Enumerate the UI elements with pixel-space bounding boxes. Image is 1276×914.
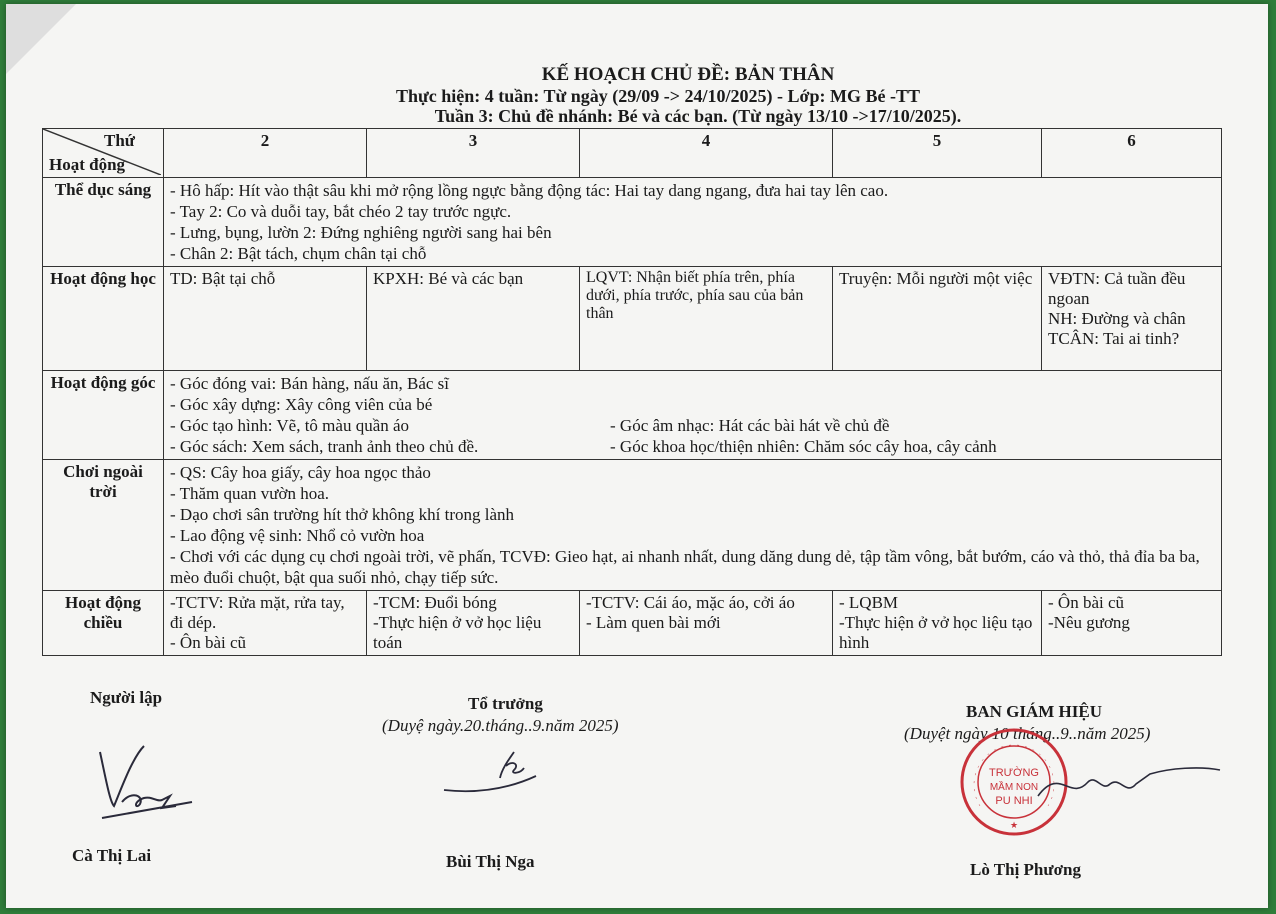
- row-label: Hoạt động góc: [43, 371, 164, 460]
- row-label: Hoạt động học: [43, 267, 164, 371]
- row-ngoai-troi: [43, 460, 1222, 591]
- exercise-line: - Lưng, bụng, lườn 2: Đứng nghiêng người sang hai bên: [170, 223, 552, 242]
- stamp-line: MẦM NON: [989, 782, 1039, 793]
- leader-date: (Duyệ ngày.20.tháng..9.năm 2025): [382, 716, 619, 735]
- day-header: 3: [367, 129, 580, 178]
- outdoor-line: - Dạo chơi sân trường hít thở không khí trong lành: [170, 505, 515, 524]
- row-label: Hoạt động chiều: [43, 591, 164, 656]
- day-header: 4: [580, 129, 833, 178]
- corner-activity: - Góc sách: Xem sách, tranh ảnh theo chủ đề.: [170, 437, 479, 456]
- lesson-cell: Truyện: Mỗi người một việc: [833, 267, 1042, 371]
- lesson-cell: VĐTN: Cả tuần đều ngoan NH: Đường và chân TCÂN: Tai ai tinh?: [1042, 267, 1222, 371]
- corner-activity: - Góc tạo hình: Vẽ, tô màu quần áo: [170, 416, 410, 435]
- corner-activity: - Góc khoa học/thiện nhiên: Chăm sóc cây hoa, cây cảnh: [610, 437, 997, 456]
- lesson-cell: LQVT: Nhận biết phía trên, phía dưới, phía trước, phía sau của bản thân: [580, 267, 833, 371]
- outdoor-line: - QS: Cây hoa giấy, cây hoa ngọc thảo: [170, 463, 431, 482]
- row-label: Thể dục sáng: [43, 178, 164, 267]
- row-label: Chơi ngoài trời: [43, 460, 164, 591]
- document-title: KẾ HOẠCH CHỦ ĐỀ: BẢN THÂN: [541, 64, 835, 85]
- afternoon-cell: -TCM: Đuổi bóng -Thực hiện ở vở học liệu toán: [367, 591, 580, 656]
- corner-label-day: Thứ: [104, 131, 135, 150]
- goc-content: [164, 371, 1222, 460]
- row-chieu: [43, 591, 1222, 656]
- star-icon: ★: [1009, 820, 1019, 830]
- corner-header: [43, 129, 164, 178]
- row-goc: [43, 371, 1222, 460]
- plan-table: [42, 128, 1222, 656]
- board-name: Lò Thị Phương: [970, 860, 1081, 879]
- lesson-cell: KPXH: Bé và các bạn: [367, 267, 580, 371]
- signature-preparer: [92, 740, 202, 820]
- preparer-title: Người lập: [90, 688, 163, 707]
- outdoor-line: - Chơi với các dụng cụ chơi ngoài trời, vẽ phấn, TCVĐ: Gieo hạt, ai nhanh nhất, dung dăng dung dẻ, tập tầm vông, bắt bướm, cáo và thỏ, thả đỉa ba ba, mèo đuổi chuột, bật qua suối nhỏ, chạy tiếp sức.: [170, 547, 1200, 587]
- corner-activity: - Góc âm nhạc: Hát các bài hát về chủ đề: [610, 416, 890, 435]
- corner-activity: - Góc xây dựng: Xây công viên của bé: [170, 395, 433, 414]
- afternoon-cell: - Ôn bài cũ -Nêu gương: [1042, 591, 1222, 656]
- signature-leader: [440, 748, 560, 798]
- afternoon-cell: - LQBM -Thực hiện ở vở học liệu tạo hình: [833, 591, 1042, 656]
- ngoai-troi-content: [164, 460, 1222, 591]
- the-duc-content: [164, 178, 1222, 267]
- week-title: Tuần 3: Chủ đề nhánh: Bé và các bạn. (Từ ngày 13/10 ->17/10/2025).: [434, 106, 962, 126]
- preparer-name: Cà Thị Lai: [72, 846, 152, 865]
- day-header: 2: [164, 129, 367, 178]
- board-title: BAN GIÁM HIỆU: [966, 702, 1103, 721]
- board-date: (Duyệt ngày 10 tháng..9..năm 2025): [904, 724, 1151, 743]
- corner-activity-pair: [170, 415, 1215, 436]
- leader-name: Bùi Thị Nga: [446, 852, 535, 871]
- outdoor-line: - Lao động vệ sinh: Nhổ cỏ vườn hoa: [170, 526, 425, 545]
- corner-activity: - Góc đóng vai: Bán hàng, nấu ăn, Bác sĩ: [170, 374, 450, 393]
- row-the-duc: [43, 178, 1222, 267]
- afternoon-cell: -TCTV: Rửa mặt, rửa tay, đi dép. - Ôn bài cũ: [164, 591, 367, 656]
- leader-title: Tổ trưởng: [468, 694, 543, 713]
- exercise-line: - Tay 2: Co và duỗi tay, bắt chéo 2 tay trước ngực.: [170, 202, 512, 221]
- lesson-cell: TD: Bật tại chỗ: [164, 267, 367, 371]
- afternoon-cell: -TCTV: Cái áo, mặc áo, cởi áo - Làm quen bài mới: [580, 591, 833, 656]
- document-subtitle: Thực hiện: 4 tuần: Từ ngày (29/09 -> 24/10/2025) - Lớp: MG Bé -TT: [395, 86, 921, 106]
- stamp-line: PU NHI: [995, 795, 1033, 807]
- corner-activity-pair: [170, 436, 1215, 457]
- outdoor-line: - Thăm quan vườn hoa.: [170, 484, 330, 503]
- day-header: 5: [833, 129, 1042, 178]
- signature-board: [1030, 756, 1230, 816]
- corner-label-activity: Hoạt động: [49, 155, 126, 174]
- row-hoc: [43, 267, 1222, 371]
- day-header: 6: [1042, 129, 1222, 178]
- header-row: [43, 129, 1222, 178]
- exercise-line: - Chân 2: Bật tách, chụm chân tại chỗ: [170, 244, 427, 263]
- exercise-line: - Hô hấp: Hít vào thật sâu khi mở rộng lồng ngực bằng động tác: Hai tay dang ngang, đưa hai tay lên cao.: [170, 181, 889, 200]
- stamp-line: TRƯỜNG: [989, 767, 1039, 779]
